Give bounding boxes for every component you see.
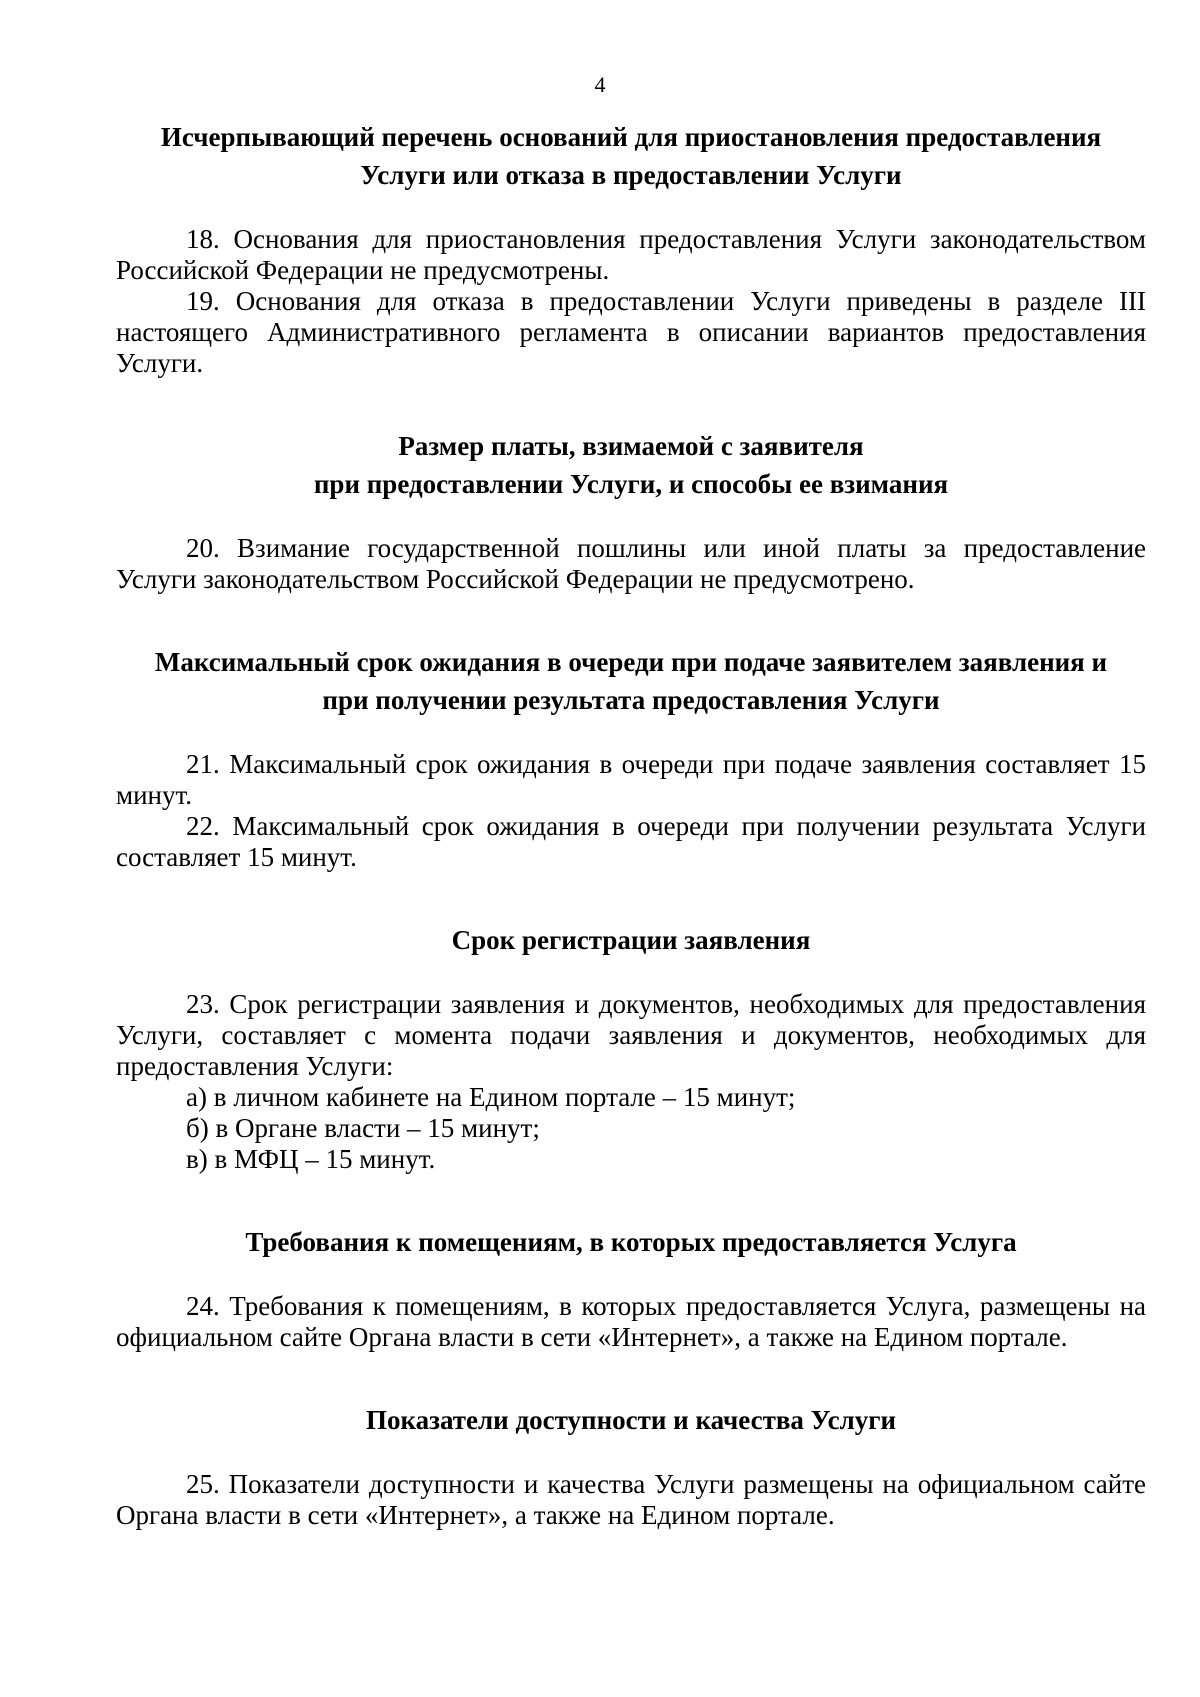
paragraph-20: 20. Взимание государственной пошлины или иной платы за предоставление Услуги законодательством Российской Федерации не предусмотрено.: [116, 533, 1146, 594]
section-heading: Размер платы, взимаемой с заявителя: [398, 431, 864, 461]
section-fee: [116, 427, 1146, 595]
paragraph-22: 22. Максимальный срок ожидания в очереди при получении результата Услуги составляет 15 минут.: [116, 811, 1146, 872]
section-heading: Исчерпывающий перечень оснований для приостановления предоставления: [160, 122, 1102, 152]
section-heading: при предоставлении Услуги, и способы ее взимания: [313, 469, 949, 499]
list-item: а) в личном кабинете на Едином портале – 15 минут;: [186, 1082, 796, 1112]
paragraph-18: 18. Основания для приостановления предоставления Услуги законодательством Российской Федерации не предусмотрены.: [116, 224, 1146, 285]
paragraph-19: 19. Основания для отказа в предоставлении Услуги приведены в разделе III настоящего Административного регламента в описании вариантов предоставления Услуги.: [116, 286, 1146, 378]
section-heading: Услуги или отказа в предоставлении Услуги: [360, 160, 902, 190]
section-quality-indicators: [116, 1401, 1146, 1531]
paragraph-21: 21. Максимальный срок ожидания в очереди при подаче заявления составляет 15 минут.: [116, 749, 1146, 810]
list-item: б) в Органе власти – 15 минут;: [186, 1113, 540, 1143]
section-heading: Требования к помещениям, в которых предоставляется Услуга: [245, 1227, 1017, 1257]
section-heading: Срок регистрации заявления: [451, 925, 811, 955]
paragraph-23: 23. Срок регистрации заявления и документов, необходимых для предоставления Услуги, составляет с момента подачи заявления и документов, необходимых для предоставления Услуги:: [116, 989, 1146, 1081]
list-item: в) в МФЦ – 15 минут.: [186, 1144, 436, 1174]
section-heading: Максимальный срок ожидания в очереди при подаче заявителем заявления и: [154, 647, 1108, 677]
page-number: 4: [594, 72, 606, 97]
paragraph-25: 25. Показатели доступности и качества Услуги размещены на официальном сайте Органа власти в сети «Интернет», а также на Едином портале.: [116, 1469, 1146, 1530]
section-queue-time: [116, 643, 1146, 873]
section-registration-time: [116, 921, 1146, 1175]
section-heading: при получении результата предоставления Услуги: [322, 685, 940, 715]
document-body: [116, 118, 1146, 1531]
section-premises-requirements: [116, 1223, 1146, 1353]
section-heading: Показатели доступности и качества Услуги: [365, 1405, 897, 1435]
section-suspension-grounds: [116, 118, 1146, 379]
paragraph-24: 24. Требования к помещениям, в которых предоставляется Услуга, размещены на официальном сайте Органа власти в сети «Интернет», а также на Едином портале.: [116, 1291, 1146, 1352]
